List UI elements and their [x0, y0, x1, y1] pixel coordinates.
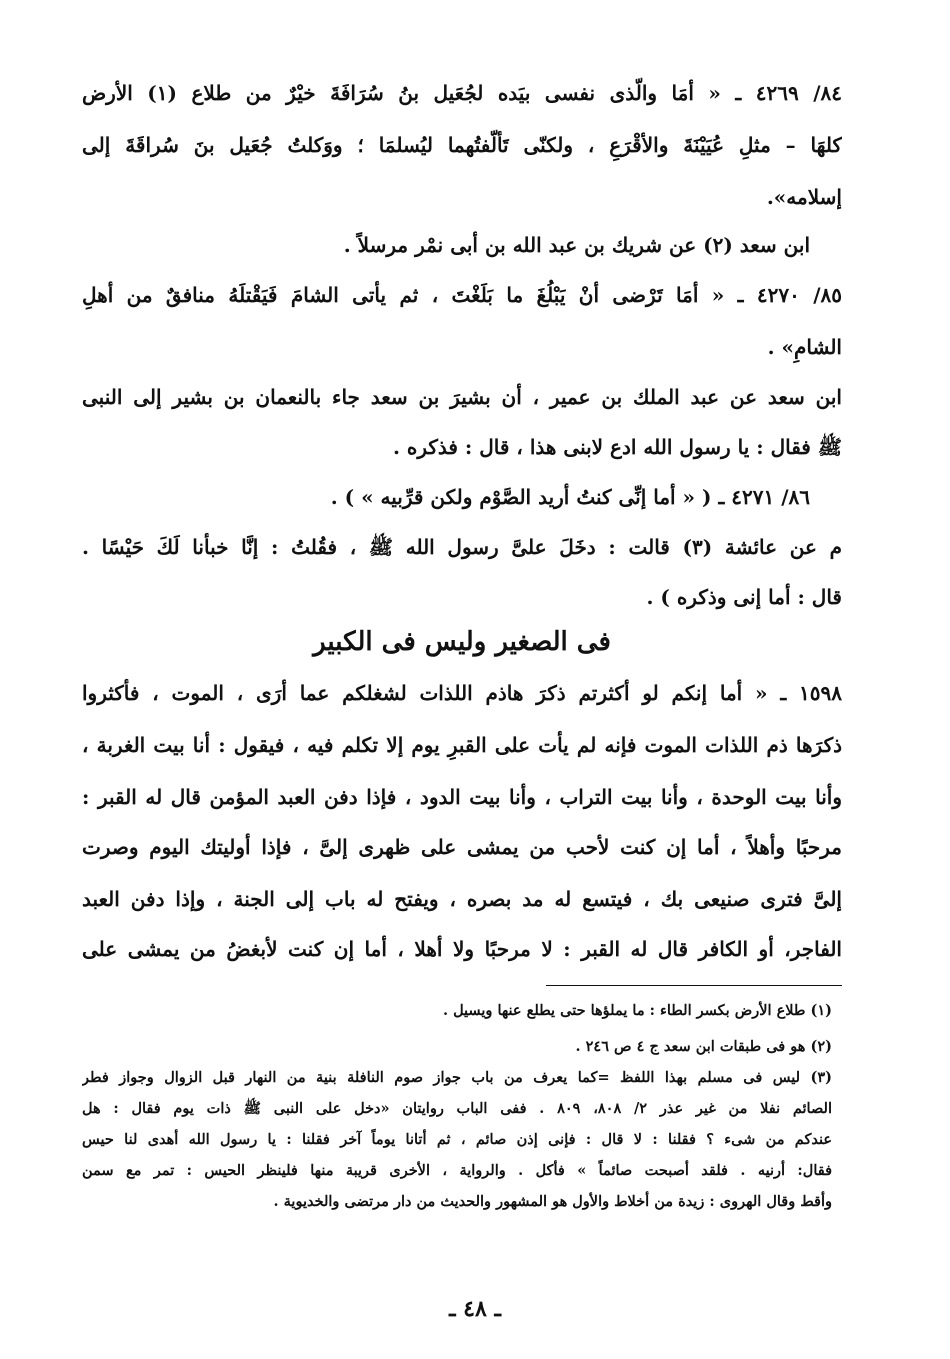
- footnote-separator: [546, 985, 842, 986]
- hadith-4271: ٨٦/ ٤٢٧١ ـ ( « أما إنِّى كنتُ أريد الصَّوْم ولكن قرِّبيه » ) .: [330, 485, 810, 509]
- source-ibn-saad-2-line-1: ابن سعد عن عبد الملك بن عمير ، أن بشيرَ بن سعد جاء بالنعمان بن بشير إلى النبى: [82, 385, 842, 409]
- hadith-1598-line-1: ١٥٩٨ ـ « أما إنكم لو أكثرتم ذكرَ هاذم اللذات لشغلكم عما أرَى ، الموت ، فأكثروا: [82, 681, 842, 705]
- page-number: ـ ٤٨ ـ: [449, 1296, 501, 1322]
- footnote-3-line-4: فقال: أرنيه . فلقد أصبحت صائماً » فأكل . والرواية ، الأخرى قريبة منها فلينظر الحيس : تمر مع سمن: [82, 1162, 832, 1179]
- hadith-1598-line-6: الفاجر، أو الكافر قال له القبر : لا مرحبًا ولا أهلا ، أما إن كنت لأبغضُ من يمشى على: [82, 937, 842, 961]
- hadith-4270-line-1: ٨٥/ ٤٢٧٠ ـ « أمَا تَرْضى أنْ يَبْلُغَ ما بَلَغْتَ ، ثم يأتى الشامَ فَيَقْتلَهُ منافقٌ من أهلِ: [82, 283, 842, 307]
- footnote-3-line-2: الصائم نفلا من غير عذر ٢/ ٨٠٨، ٨٠٩ . ففى الباب روايتان «دخل على النبى ﷺ ذات يوم فقال : هل: [82, 1100, 832, 1117]
- footnote-2: (٢) هو فى طبقات ابن سعد ج ٤ ص ٢٤٦ .: [575, 1038, 832, 1055]
- footnote-1: (١) طلاع الأرض بكسر الطاء : ما يملؤها حتى يطلع عنها ويسيل .: [442, 1002, 832, 1019]
- section-heading: فى الصغير وليس فى الكبير: [313, 627, 611, 657]
- source-aisha-line-2: قال : أما إنى وذكره ) .: [646, 585, 842, 609]
- footnote-3-line-3: عندكم من شىء ؟ فقلنا : لا قال : فإنى إذن صائم ، ثم أتانا يوماً آخر فقلنا : يا رسول الله أهدى لنا حيس: [82, 1131, 832, 1148]
- hadith-1598-line-2: ذكرَها ذم اللذات الموت فإنه لم يأت على القبرِ يوم إلا تكلم فيه ، فيقول : أنا بيت الغربة ،: [82, 733, 842, 757]
- footnote-3-line-5: وأقط وقال الهروى : زيدة من أخلاط والأول هو المشهور والحديث من دار مرتضى والخديوية .: [273, 1193, 832, 1210]
- hadith-1598-line-5: إلىَّ فترى صنيعى بك ، فيتسع له مد بصره ، ويفتح له باب إلى الجنة ، وإذا دفن العبد: [82, 887, 842, 911]
- source-ibn-saad-1: ابن سعد (٢) عن شريك بن عبد الله بن أبى نمْر مرسلاً .: [343, 233, 810, 257]
- source-ibn-saad-2-line-2: ﷺ فقال : يا رسول الله ادع لابنى هذا ، قال : فذكره .: [392, 435, 842, 459]
- hadith-1598-line-3: وأنا بيت الوحدة ، وأنا بيت التراب ، وأنا بيت الدود ، فإذا دفن العبد المؤمن قال له القبر :: [82, 785, 842, 809]
- hadith-4269-line-3: إسلامه».: [766, 185, 842, 209]
- hadith-4269-line-2: كلهَا – مثلِ عُيَيْنَةَ والأقْرَعِ ، ولكنّى تَألّفتُهما ليُسلمَا ؛ ووَكلتُ جُعَيل بنَ سُراقَةَ إلى: [82, 133, 842, 157]
- hadith-4269-line-1: ٨٤/ ٤٢٦٩ ـ « أمَا والّذى نفسى بيَده لجُعَيل بنُ سُرَافَةَ خيْرٌ من طلاع (١) الأرض: [82, 81, 842, 105]
- hadith-1598-line-4: مرحبًا وأهلاً ، أما إن كنت لأحب من يمشى على ظهرى إلىَّ ، فإذا أوليتك اليوم وصرت: [82, 835, 842, 859]
- source-aisha-line: م عن عائشة (٣) قالت : دخَلَ علىَّ رسول الله ﷺ ، فقُلتُ : إنَّا خبأنا لَكَ حَيْسًا .: [82, 535, 842, 559]
- footnote-3-line-1: (٣) ليس فى مسلم بهذا اللفظ =كما يعرف من باب جواز صوم النافلة بنية من النهار قبل الزوال وجواز فطر: [82, 1069, 832, 1086]
- hadith-4270-line-2: الشامِ» .: [767, 335, 842, 359]
